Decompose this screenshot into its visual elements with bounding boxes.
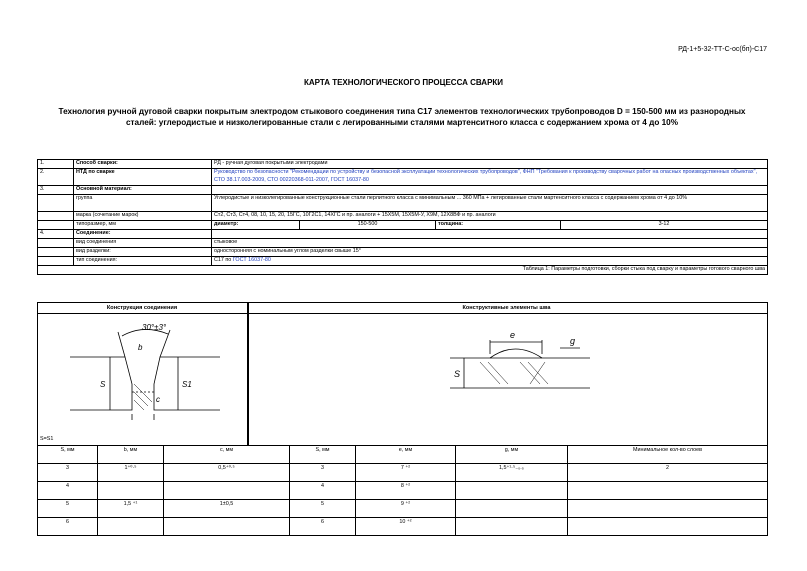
table-caption-row (38, 266, 768, 275)
g-label: g (570, 336, 576, 346)
row-connection (38, 230, 768, 239)
table-row (38, 500, 768, 518)
cell: 1,5 ⁺¹ (98, 500, 164, 518)
row-value: стыковое (212, 239, 768, 248)
cell (164, 482, 290, 500)
document-subtitle: Технология ручной дуговой сварки покрытым электродом стыкового соединения типа С17 элементов технологических трубопроводов D = 150-500 мм из разнородных сталей: углеродистые и низколегированные стали с легированными сталями мартенситного класса с содержанием хрома от 4 до 10% (58, 107, 746, 127)
cell (456, 482, 568, 500)
cell: 3 (38, 464, 98, 482)
joint-type-prefix: С17 по (214, 257, 232, 263)
row-label: вид разделки: (74, 248, 212, 257)
b-label: b (138, 343, 143, 352)
c-label: c (156, 395, 160, 404)
row-base-material (38, 186, 768, 195)
row-material-group (38, 195, 768, 212)
row-label: Соединение: (74, 230, 212, 239)
row-label: типоразмер, мм (74, 221, 212, 230)
cell (568, 518, 768, 536)
s-label: S (100, 380, 106, 389)
cell (98, 518, 164, 536)
col-header: c, мм (164, 446, 290, 464)
row-value (212, 257, 768, 266)
cell: 7 ⁺² (356, 464, 456, 482)
col-header: e, мм (356, 446, 456, 464)
cell: 10 ⁺² (356, 518, 456, 536)
row-groove-kind (38, 248, 768, 257)
cell: 3 (290, 464, 356, 482)
figure-right-title: Конструктивные элементы шва (462, 305, 551, 311)
col-header: b, мм (98, 446, 164, 464)
standards-link[interactable]: Руководство по безопасности "Рекомендации по устройству и безопасной эксплуатации технологических трубопроводов", ФНП "Требования к производству сварочных работ на опасных производственных объектах", СТО 38.17.003-2009, СТО 00220368-011-2007, ГОСТ 16037-80 (212, 169, 768, 186)
table-row (38, 518, 768, 536)
angle-label: 30°±3° (142, 323, 167, 332)
s-label: S (454, 369, 461, 379)
row-value: Углеродистые и низколегированные конструкционные стали перлитного класса с минимальным ... 360 МПа + легированные стали мартенситного класса с содержанием хрома от 4 до 10% (212, 195, 768, 212)
col-header: Минимальное кол-во слоев (568, 446, 768, 464)
cell (568, 500, 768, 518)
document-title: КАРТА ТЕХНОЛОГИЧЕСКОГО ПРОЦЕССА СВАРКИ (303, 78, 504, 87)
parameters-table (37, 445, 768, 536)
row-value: односторонняя с номинальным углом разделки свыше 15° (212, 248, 768, 257)
table-caption: Таблица 1: Параметры подготовки, сборки стыка под сварку и параметры готового сварного шва (38, 266, 768, 275)
row-label: НТД по сварке (74, 169, 212, 186)
row-label: тип соединения: (74, 257, 212, 266)
cell: 2 (568, 464, 768, 482)
cell (456, 500, 568, 518)
row-label: Способ сварки: (74, 160, 212, 169)
table-row (38, 482, 768, 500)
cell: 6 (38, 518, 98, 536)
row-label: группа (74, 195, 212, 212)
row-number: 1. (38, 160, 74, 169)
document-code: РД-1+5-32-ТТ-С-ос(бп)-С17 (678, 46, 767, 53)
row-label: марка (сочетание марок) (74, 212, 212, 221)
cell: 9 ⁺² (356, 500, 456, 518)
figure-note: S=S1 (40, 436, 54, 442)
row-label: Основной материал: (74, 186, 212, 195)
cell (456, 518, 568, 536)
row-welding-method (38, 160, 768, 169)
params-header-row (38, 446, 768, 464)
cell: 6 (290, 518, 356, 536)
row-number: 3. (38, 186, 74, 195)
figure-left-title: Конструкция соединения (106, 305, 178, 311)
col-header: g, мм (456, 446, 568, 464)
col-header: S, мм (290, 446, 356, 464)
diameter-value: 150-500 (300, 221, 436, 230)
col-header: S, мм (38, 446, 98, 464)
weld-elements-drawing (450, 322, 590, 412)
row-value: РД - ручная дуговая покрытыми электродами (212, 160, 768, 169)
row-joint-kind (38, 239, 768, 248)
row-steel-grade (38, 212, 768, 221)
cell (568, 482, 768, 500)
cell: 1⁺⁰·⁵ (98, 464, 164, 482)
gost-link[interactable]: ГОСТ 16037-80 (232, 257, 271, 263)
row-standards (38, 169, 768, 186)
row-number: 2. (38, 169, 74, 186)
s1-label: S1 (182, 380, 192, 389)
joint-design-drawing (70, 322, 220, 422)
e-label: e (510, 330, 516, 340)
cell: 4 (290, 482, 356, 500)
cell: 8 ⁺² (356, 482, 456, 500)
thickness-value: 3-12 (561, 221, 768, 230)
thickness-label: толщина: (436, 221, 561, 230)
row-size (38, 221, 768, 230)
cell: 5 (38, 500, 98, 518)
row-number: 4. (38, 230, 74, 239)
cell: 1,5⁺¹·⁵₋₀.₅ (456, 464, 568, 482)
cell (164, 518, 290, 536)
cell (98, 482, 164, 500)
row-label: вид соединения (74, 239, 212, 248)
cell: 4 (38, 482, 98, 500)
cell: 0,5⁺⁰·⁵ (164, 464, 290, 482)
table-row (38, 464, 768, 482)
diameter-label: диаметр: (212, 221, 300, 230)
cell: 5 (290, 500, 356, 518)
row-value: Ст2, Ст3, Ст4, 08, 10, 15, 20, 15ГС, 10Г2С1, 14ХГС и пр. аналоги + 15Х5М, 15Х5М-У, Х9М, 12Х8ВФ и пр. аналоги (212, 212, 768, 221)
process-table (37, 159, 768, 275)
row-joint-type (38, 257, 768, 266)
cell: 1±0,5 (164, 500, 290, 518)
